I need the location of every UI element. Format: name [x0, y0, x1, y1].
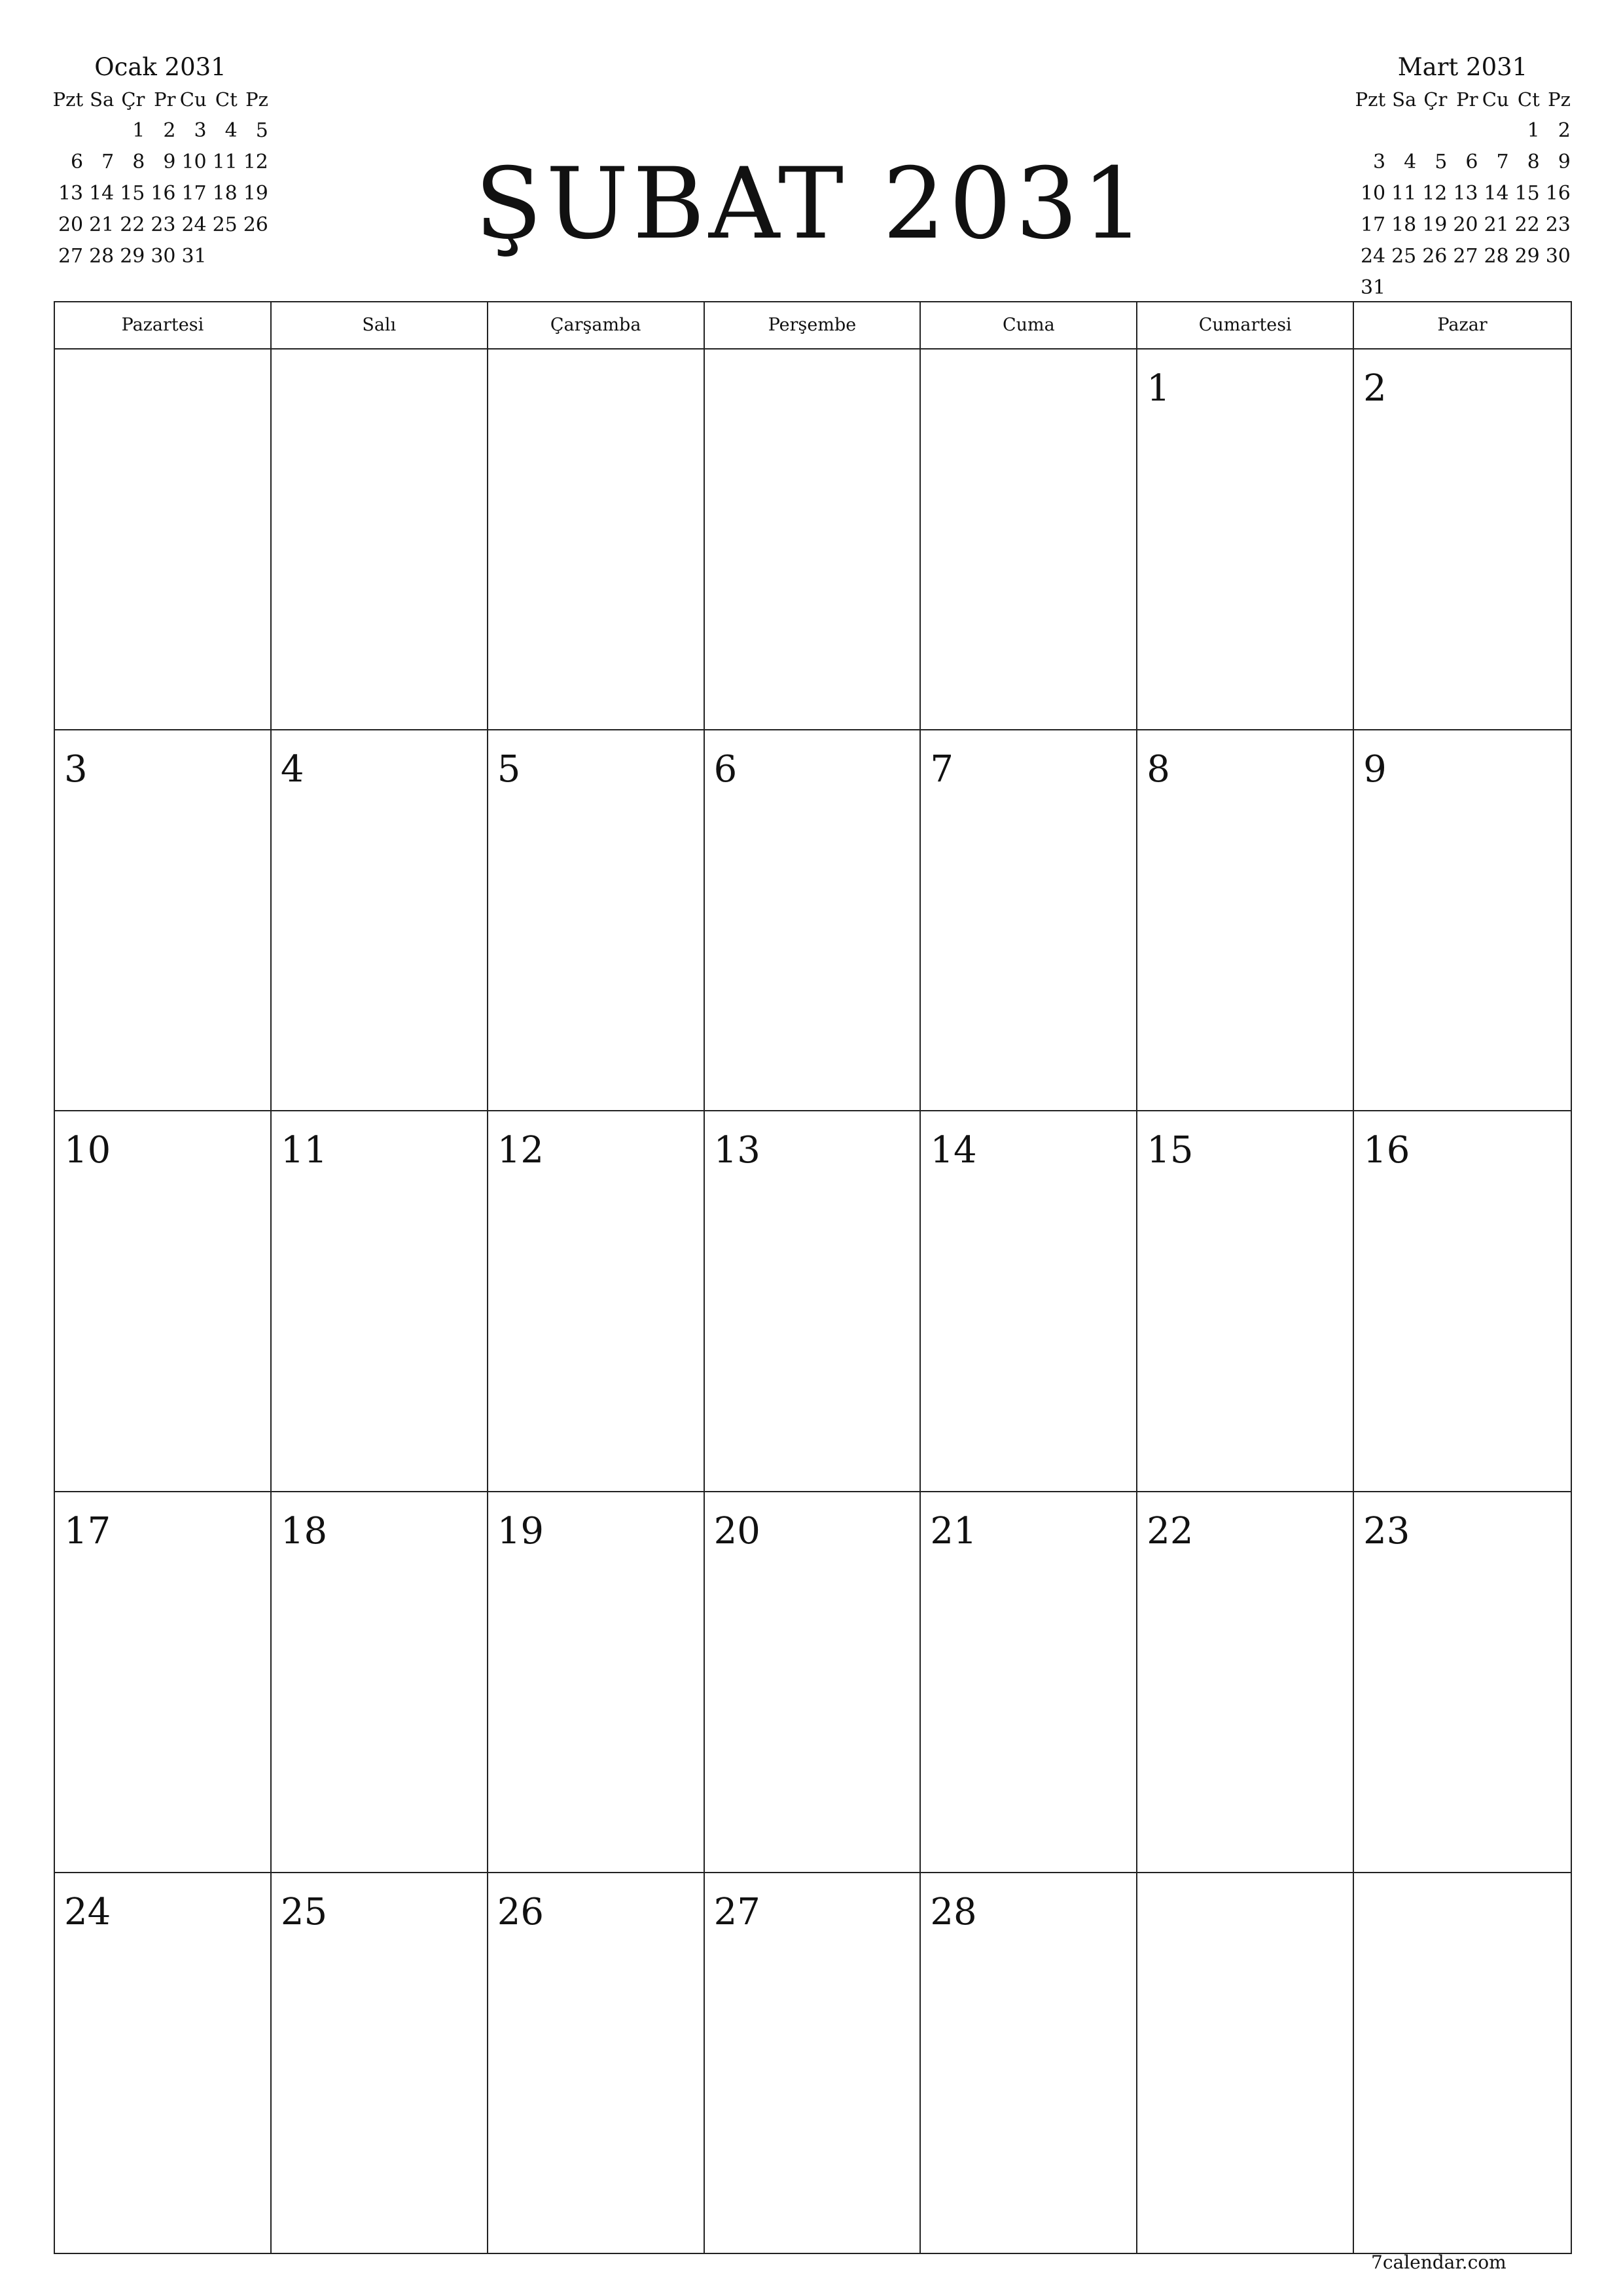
day-number: 16	[1363, 1129, 1410, 1172]
mini-weekday: Sa	[1392, 88, 1417, 111]
mini-day: 16	[1545, 182, 1571, 205]
day-number: 9	[1363, 748, 1387, 791]
day-cell	[55, 1492, 272, 1872]
mini-day: 10	[1360, 182, 1386, 205]
day-cell	[921, 1492, 1137, 1872]
day-cell	[272, 1111, 488, 1491]
weekday-header: Cumartesi	[1137, 302, 1354, 348]
day-cell	[488, 1111, 705, 1491]
mini-day: 22	[120, 213, 145, 236]
day-number: 6	[713, 748, 738, 791]
weekday-header: Çarşamba	[488, 302, 705, 348]
weeks-container	[55, 350, 1571, 2253]
mini-day: 30	[151, 245, 176, 268]
mini-day: 29	[120, 245, 145, 268]
day-number: 10	[64, 1129, 111, 1172]
mini-day	[1478, 272, 1509, 304]
mini-day: 2	[1558, 119, 1571, 142]
day-number: 17	[64, 1510, 111, 1552]
mini-day	[1416, 115, 1447, 147]
mini-day	[83, 115, 114, 147]
mini-day: 15	[1514, 182, 1540, 205]
mini-day: 31	[1360, 276, 1386, 299]
mini-day: 27	[1453, 245, 1478, 268]
week-row	[55, 730, 1571, 1111]
page-title: ŞUBAT 2031	[474, 147, 1149, 261]
day-number: 8	[1147, 748, 1170, 791]
day-number: 5	[497, 748, 521, 791]
day-number: 28	[930, 1891, 977, 1933]
week-row	[55, 350, 1571, 730]
mini-day: 5	[255, 119, 268, 142]
day-cell	[921, 1111, 1137, 1491]
mini-day	[1478, 115, 1509, 147]
day-number: 1	[1147, 367, 1170, 410]
mini-day: 9	[1558, 151, 1571, 173]
day-number: 4	[280, 748, 304, 791]
weekday-header-row	[55, 302, 1571, 350]
mini-day	[1540, 272, 1571, 304]
weekday-header: Perşembe	[705, 302, 921, 348]
day-cell	[488, 1492, 705, 1872]
day-number: 7	[930, 748, 954, 791]
mini-weekday: Cu	[1482, 88, 1509, 111]
mini-day: 28	[1484, 245, 1509, 268]
mini-weekday: Pr	[154, 88, 176, 111]
mini-day: 20	[1453, 213, 1478, 236]
day-cell	[272, 1492, 488, 1872]
day-number: 24	[64, 1891, 111, 1933]
day-cell	[272, 730, 488, 1110]
mini-weekday: Pz	[1548, 88, 1571, 111]
day-cell	[55, 1111, 272, 1491]
mini-weekday: Ct	[1517, 88, 1540, 111]
day-number: 23	[1363, 1510, 1410, 1552]
mini-day: 16	[151, 182, 176, 205]
mini-day: 4	[1404, 151, 1417, 173]
mini-day: 7	[1496, 151, 1509, 173]
mini-day: 17	[181, 182, 207, 205]
mini-day: 25	[212, 213, 238, 236]
day-cell	[921, 350, 1137, 729]
mini-day: 7	[101, 151, 115, 173]
mini-day: 28	[89, 245, 115, 268]
mini-calendar-next-month	[1355, 51, 1571, 304]
mini-day: 24	[1360, 245, 1386, 268]
mini-day: 5	[1435, 151, 1448, 173]
mini-day: 26	[243, 213, 268, 236]
weekday-header: Cuma	[921, 302, 1137, 348]
day-number: 14	[930, 1129, 977, 1172]
day-cell	[1354, 730, 1571, 1110]
mini-day: 2	[163, 119, 176, 142]
day-cell	[1137, 730, 1354, 1110]
mini-day: 1	[132, 119, 145, 142]
mini-day: 29	[1514, 245, 1540, 268]
day-cell	[705, 730, 921, 1110]
mini-day: 25	[1391, 245, 1417, 268]
mini-day: 12	[243, 151, 268, 173]
mini-day	[1416, 272, 1447, 304]
mini-day: 4	[224, 119, 238, 142]
mini-day: 23	[1545, 213, 1571, 236]
mini-day: 14	[1484, 182, 1509, 205]
day-cell	[272, 350, 488, 729]
mini-day: 15	[120, 182, 145, 205]
day-cell	[55, 1873, 272, 2253]
mini-day: 6	[71, 151, 84, 173]
mini-day	[1355, 115, 1385, 147]
mini-day: 22	[1514, 213, 1540, 236]
mini-day: 9	[163, 151, 176, 173]
day-number: 3	[64, 748, 88, 791]
day-cell	[272, 1873, 488, 2253]
mini-weekday: Ct	[215, 88, 238, 111]
mini-day: 3	[194, 119, 207, 142]
mini-day	[52, 115, 83, 147]
mini-day: 12	[1422, 182, 1448, 205]
mini-day: 21	[89, 213, 115, 236]
mini-day: 13	[58, 182, 84, 205]
mini-day: 24	[181, 213, 207, 236]
day-number: 20	[713, 1510, 760, 1552]
day-cell	[705, 350, 921, 729]
day-number: 26	[497, 1891, 544, 1933]
day-cell	[1354, 1111, 1571, 1491]
mini-day	[1385, 272, 1416, 304]
mini-day: 27	[58, 245, 84, 268]
mini-day: 1	[1527, 119, 1540, 142]
mini-weekday: Cu	[179, 88, 207, 111]
mini-day: 13	[1453, 182, 1478, 205]
day-cell	[488, 1873, 705, 2253]
day-number: 2	[1363, 367, 1387, 410]
day-number: 18	[280, 1510, 328, 1552]
mini-calendar-grid	[1355, 84, 1571, 304]
day-cell	[1354, 1492, 1571, 1872]
mini-weekday: Pr	[1456, 88, 1478, 111]
mini-day: 6	[1465, 151, 1478, 173]
mini-day: 26	[1422, 245, 1448, 268]
day-cell	[705, 1111, 921, 1491]
week-row	[55, 1492, 1571, 1873]
week-row	[55, 1111, 1571, 1492]
day-number: 11	[280, 1129, 328, 1172]
mini-calendar-title: Ocak 2031	[94, 53, 226, 81]
month-grid	[54, 301, 1572, 2254]
mini-weekday: Sa	[90, 88, 115, 111]
weekday-header: Pazartesi	[55, 302, 272, 348]
mini-day: 18	[1391, 213, 1417, 236]
week-row	[55, 1873, 1571, 2253]
mini-day: 31	[181, 245, 207, 268]
day-number: 19	[497, 1510, 544, 1552]
day-number: 25	[280, 1891, 328, 1933]
day-cell	[705, 1873, 921, 2253]
day-cell	[1137, 1111, 1354, 1491]
day-cell	[705, 1492, 921, 1872]
mini-day: 3	[1373, 151, 1386, 173]
day-number: 13	[713, 1129, 760, 1172]
mini-day: 21	[1484, 213, 1509, 236]
mini-day: 10	[181, 151, 207, 173]
mini-day: 11	[212, 151, 238, 173]
mini-weekday: Çr	[1423, 88, 1448, 111]
mini-day: 8	[1527, 151, 1540, 173]
day-number: 22	[1147, 1510, 1194, 1552]
mini-weekday: Pzt	[52, 88, 84, 111]
day-number: 12	[497, 1129, 544, 1172]
mini-calendar-title: Mart 2031	[1397, 53, 1528, 81]
day-cell	[55, 730, 272, 1110]
day-cell	[1137, 350, 1354, 729]
day-cell	[1137, 1873, 1354, 2253]
weekday-header: Salı	[272, 302, 488, 348]
day-cell	[55, 350, 272, 729]
day-number: 27	[713, 1891, 760, 1933]
mini-day: 18	[212, 182, 238, 205]
day-cell	[921, 730, 1137, 1110]
day-cell	[1354, 350, 1571, 729]
mini-day: 19	[243, 182, 268, 205]
footer-credit: 7calendar.com	[1371, 2251, 1507, 2273]
day-cell	[488, 730, 705, 1110]
mini-day: 11	[1391, 182, 1417, 205]
day-cell	[921, 1873, 1137, 2253]
day-number: 15	[1147, 1129, 1194, 1172]
mini-weekday: Pz	[245, 88, 268, 111]
day-cell	[1137, 1492, 1354, 1872]
mini-day: 14	[89, 182, 115, 205]
mini-day: 23	[151, 213, 176, 236]
mini-day: 20	[58, 213, 84, 236]
mini-day	[1447, 115, 1478, 147]
day-number: 21	[930, 1510, 977, 1552]
mini-day	[1509, 272, 1540, 304]
mini-weekday: Çr	[121, 88, 145, 111]
mini-day: 19	[1422, 213, 1448, 236]
mini-day: 17	[1360, 213, 1386, 236]
mini-day	[1447, 272, 1478, 304]
mini-weekday: Pzt	[1355, 88, 1386, 111]
mini-day	[1385, 115, 1416, 147]
day-cell	[1354, 1873, 1571, 2253]
weekday-header: Pazar	[1437, 315, 1488, 335]
mini-day: 30	[1545, 245, 1571, 268]
mini-day: 8	[132, 151, 145, 173]
day-cell	[488, 350, 705, 729]
